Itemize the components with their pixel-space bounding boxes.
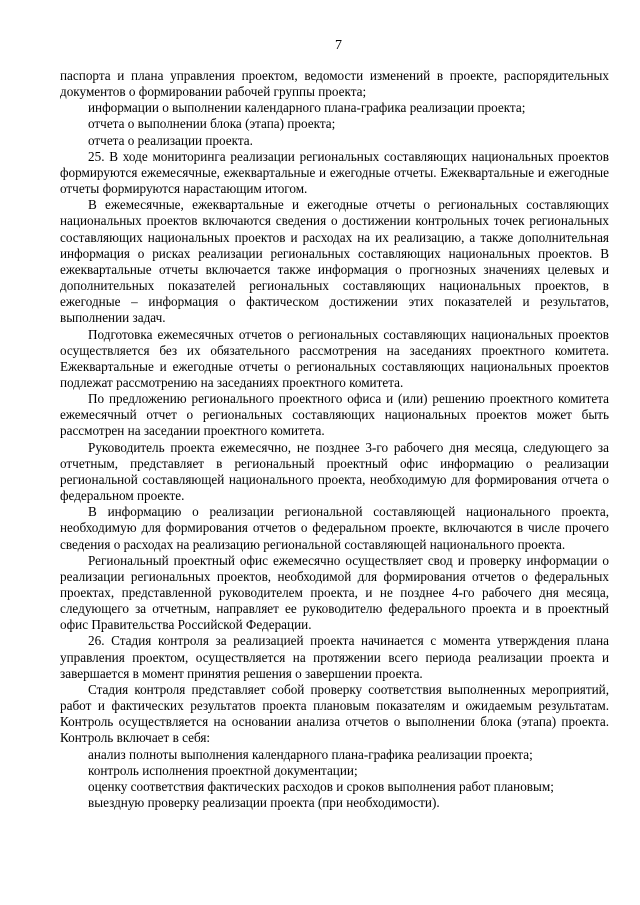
paragraph: Подготовка ежемесячных отчетов о региональных составляющих национальных проектов осуществляется без их обязательного рассмотрения на заседаниях проектного комитета. Ежеквартальные и ежегодные отчеты о региональных составляющих национальных проектов подлежат рассмотрению на заседаниях проектного комитета.: [60, 326, 609, 390]
paragraph: выездную проверку реализации проекта (при необходимости).: [88, 795, 440, 811]
paragraph: информации о выполнении календарного плана-графика реализации проекта;: [88, 100, 526, 116]
paragraph: В ежемесячные, ежеквартальные и ежегодные отчеты о региональных составляющих национальных проектов включаются сведения о достижении контрольных точек региональных составляющих национальных проектов и расходах на их реализацию, а также дополнительная информация о рисках реализации региональных составляющих национальных проектов. В ежеквартальные отчеты включается также информация о прогнозных значениях целевых и дополнительных показателей региональных составляющих национальных проектов, в ежегодные – информация о фактическом достижении этих показателей и результатов, выполнении задач.: [60, 197, 609, 326]
paragraph: Региональный проектный офис ежемесячно осуществляет свод и проверку информации о реализации региональных проектов, необходимой для формирования отчетов о федеральных проектах, представленной руководителем проекта, и не позднее 4-го рабочего дня месяца, следующего за отчетным, направляет ее руководителю федерального проекта и в проектный офис Правительства Российской Федерации.: [60, 552, 609, 633]
paragraph: анализ полноты выполнения календарного плана-графика реализации проекта;: [88, 746, 533, 762]
paragraph: Стадия контроля представляет собой проверку соответствия выполненных мероприятий, работ и фактических результатов проекта плановым показателям и ожидаемым результатам. Контроль осуществляется на основании анализа отчетов о выполнении блока (этапа) проекта. Контроль включает в себя:: [60, 681, 609, 746]
paragraph: оценку соответствия фактических расходов и сроков выполнения работ плановым;: [88, 778, 554, 794]
paragraph: отчета о реализации проекта.: [88, 132, 253, 148]
paragraph: отчета о выполнении блока (этапа) проекта;: [88, 116, 336, 132]
paragraph: 26. Стадия контроля за реализацией проекта начинается с момента утверждения плана управления проектом, осуществляется на протяжении всего периода реализации проекта и завершается в момент принятия решения о завершении проекта.: [60, 633, 609, 681]
document-body: [60, 68, 609, 811]
page-number: 7: [335, 38, 342, 53]
paragraph: В информацию о реализации региональной составляющей национального проекта, необходимую для формирования отчетов о федеральном проекте, включаются в числе прочего сведения о расходах на реализацию региональной составляющей национального проекта.: [60, 504, 609, 552]
paragraph: 25. В ходе мониторинга реализации региональных составляющих национальных проектов формируются ежемесячные, ежеквартальные и ежегодные отчеты. Ежеквартальные и ежегодные отчеты формируются нарастающим итогом.: [60, 148, 609, 197]
paragraph: Руководитель проекта ежемесячно, не позднее 3-го рабочего дня месяца, следующего за отчетным, представляет в региональный проектный офис информацию о реализации региональной составляющей национального проекта, необходимую для формирования отчета о федеральном проекте.: [60, 439, 609, 504]
paragraph: контроль исполнения проектной документации;: [88, 762, 358, 778]
paragraph: По предложению регионального проектного офиса и (или) решению проектного комитета ежемесячный отчет о региональных составляющих национальных проектов может быть рассмотрен на заседании проектного комитета.: [60, 391, 609, 439]
paragraph: паспорта и плана управления проектом, ведомости изменений в проекте, распорядительных документов о формировании рабочей группы проекта;: [60, 68, 609, 100]
